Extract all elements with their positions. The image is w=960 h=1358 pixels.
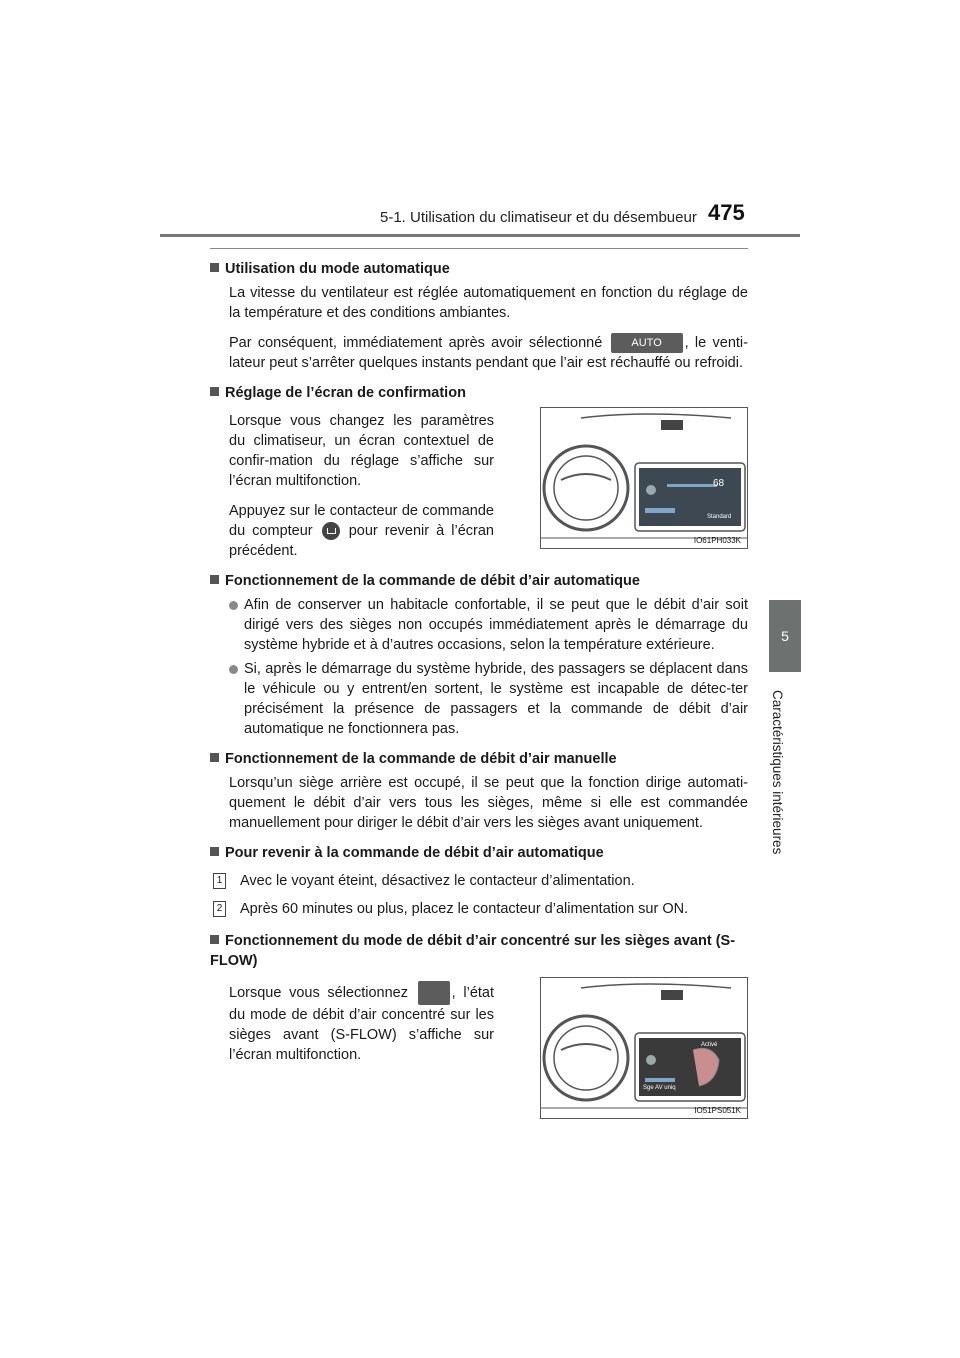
screen-mode: Standard (707, 514, 732, 521)
section-heading-return-auto: Pour revenir à la commande de débit d’air automatique (210, 843, 748, 863)
square-bullet-icon (210, 935, 219, 944)
page-content (210, 248, 748, 1119)
section-heading-manual-airflow: Fonctionnement de la commande de débit d’air manuelle (210, 749, 748, 769)
paragraph: Par conséquent, immédiatement après avoir sélectionné AUTO , le venti-lateur peut s’arrêter quelques instants pendant que l’air est réchauffé ou refroidi. (229, 335, 748, 372)
page-number: 475 (708, 200, 745, 225)
figure-code: IO51PS051K (694, 1106, 741, 1116)
square-bullet-icon (210, 753, 219, 762)
figure-code: IO61PH033K (693, 536, 741, 546)
screen-status: Activé (701, 1042, 718, 1049)
paragraph: Lorsque vous sélectionnez , l’état du mode de débit d’air concentré sur les sièges avant (S-FLOW) s’affiche sur l’écran multifonction. (229, 981, 494, 1065)
paragraph: Lorsque vous changez les paramètres du climatiseur, un écran contextuel de confir-mation du réglage s’affiche sur l’écran multifonction. (229, 413, 494, 490)
figure-confirm-screen (540, 407, 748, 549)
step-number: 1 (213, 873, 226, 889)
chapter-tab[interactable] (769, 600, 801, 672)
square-bullet-icon (210, 575, 219, 584)
chapter-label: Caractéristiques intérieures (770, 690, 785, 855)
section-heading-auto-airflow: Fonctionnement de la commande de débit d’air automatique (210, 571, 748, 591)
section-heading-confirm-screen: Réglage de l’écran de confirmation (210, 383, 748, 403)
screen-temperature: 68 (713, 478, 725, 490)
paragraph: Lorsqu’un siège arrière est occupé, il se peut que la fonction dirige automati-quement le débit d’air vers tous les sièges, même si elle est commandée manuellement pour diriger le débit d’air vers les sièges avant uniquement. (229, 775, 748, 832)
return-switch-icon (322, 522, 340, 540)
square-bullet-icon (210, 387, 219, 396)
sflow-button-icon (418, 981, 450, 1005)
paragraph: La vitesse du ventilateur est réglée automatiquement en fonction du réglage de la température et des conditions ambiantes. (229, 285, 748, 321)
dashboard-illustration (541, 978, 747, 1118)
square-bullet-icon (210, 847, 219, 856)
header-section-title: 5-1. Utilisation du climatiseur et du désembueur (380, 209, 697, 226)
square-bullet-icon (210, 263, 219, 272)
figure-sflow-screen (540, 977, 748, 1119)
round-bullet-icon (229, 665, 238, 674)
list-item: Si, après le démarrage du système hybride, des passagers se déplacent dans le véhicule ou y entrent/en sortent, le système est incapable de détec-ter précisément la présence de passagers et la commande de débit d’air automatique ne fonctionnera pas. (229, 659, 748, 739)
round-bullet-icon (229, 601, 238, 610)
paragraph: Appuyez sur le contacteur de commande du compteur pour revenir à l’écran précédent. (229, 503, 494, 560)
section-heading-sflow: Fonctionnement du mode de débit d’air concentré sur les sièges avant (S-FLOW) (210, 933, 736, 970)
confirm-screen-block (210, 407, 748, 561)
step-item: 1 Avec le voyant éteint, désactivez le contacteur d’alimentation. (213, 871, 748, 891)
step-item: 2 Après 60 minutes ou plus, placez le contacteur d’alimentation sur ON. (213, 899, 748, 919)
auto-button-icon: AUTO (611, 333, 683, 353)
content-divider (210, 248, 748, 249)
list-item: Afin de conserver un habitacle confortable, il se peut que le débit d’air soit dirigé vers des sièges non occupés immédiatement après le démarrage du système hybride et à d’autres occasions, selon la température extérieure. (229, 595, 748, 655)
sflow-block (210, 977, 748, 1119)
section-heading-auto-mode: Utilisation du mode automatique (210, 259, 748, 279)
chapter-number: 5 (781, 628, 789, 644)
step-number: 2 (213, 901, 226, 917)
header-divider (160, 234, 800, 237)
screen-seat-mode: Sge AV uniq (643, 1085, 676, 1092)
